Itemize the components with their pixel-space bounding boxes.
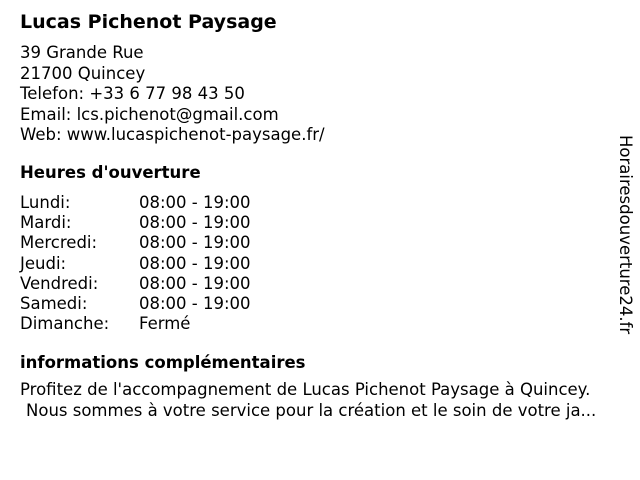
time-value: 08:00 - 19:00 <box>139 233 251 253</box>
site-credit: Horairesdouverture24.fr <box>616 135 635 335</box>
extra-info-text <box>20 380 640 421</box>
day-label: Mercredi: <box>20 233 98 253</box>
address-city: 21700 Quincey <box>20 63 146 83</box>
time-value: Fermé <box>139 314 191 334</box>
day-label: Jeudi: <box>20 253 67 273</box>
time-value: 08:00 - 19:00 <box>139 213 251 233</box>
email-address: Email: lcs.pichenot@gmail.com <box>20 104 279 124</box>
website-url: Web: www.lucaspichenot-paysage.fr/ <box>20 125 325 144</box>
day-label: Dimanche: <box>20 314 110 334</box>
day-label: Vendredi: <box>20 273 99 293</box>
time-value: 08:00 - 19:00 <box>139 273 251 293</box>
time-value: 08:00 - 19:00 <box>139 293 251 313</box>
phone-number: Telefon: +33 6 77 98 43 50 <box>20 84 245 103</box>
contact-block <box>20 43 325 146</box>
extra-info-line: Nous sommes à votre service pour la création et le soin de votre ja... <box>26 400 597 420</box>
extra-info-line: Profitez de l'accompagnement de Lucas Pichenot Paysage à Quincey. <box>20 380 591 399</box>
day-label: Lundi: <box>20 193 71 212</box>
extra-info-heading: informations complémentaires <box>20 353 306 372</box>
hours-heading: Heures d'ouverture <box>20 163 201 182</box>
day-label: Mardi: <box>20 213 72 233</box>
time-value: 08:00 - 19:00 <box>139 193 251 212</box>
day-label: Samedi: <box>20 293 88 313</box>
time-value: 08:00 - 19:00 <box>139 253 251 273</box>
address-street: 39 Grande Rue <box>20 43 144 62</box>
business-name: Lucas Pichenot Paysage <box>20 11 277 33</box>
